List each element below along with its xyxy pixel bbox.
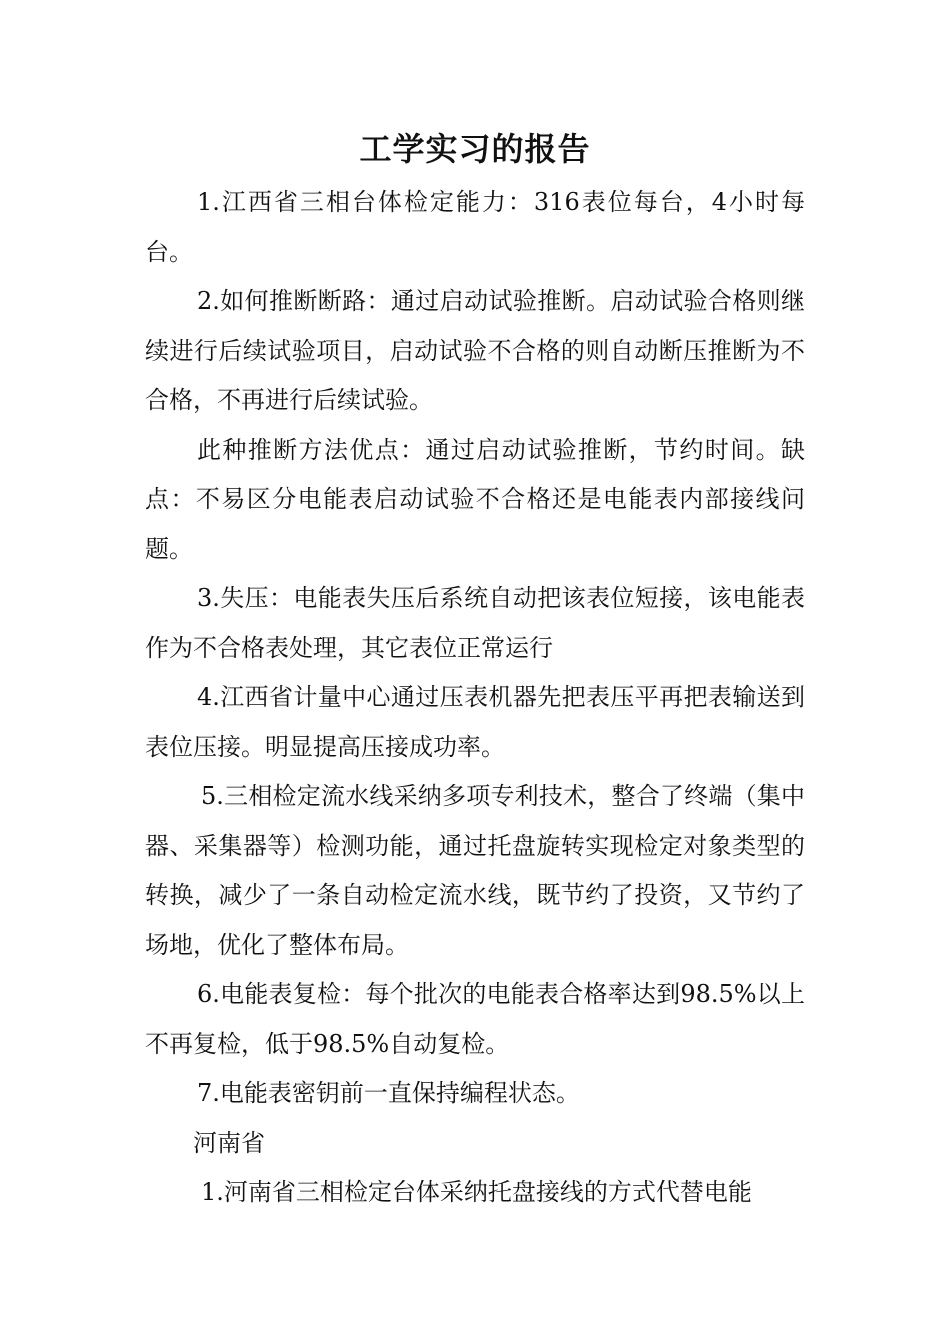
section-heading-henan: 河南省 bbox=[193, 1128, 265, 1157]
paragraph-8: 7.电能表密钥前一直保持编程状态。 bbox=[197, 1079, 580, 1107]
paragraph-3: 此种推断方法优点：通过启动试验推断，节约时间。缺点：不易区分电能表启动试验不合格还是电能表内部接线问题。 bbox=[145, 435, 805, 563]
paragraph-1: 1.江西省三相台体检定能力：316表位每台，4小时每台。 bbox=[145, 188, 805, 266]
paragraph-4: 3.失压：电能表失压后系统自动把该表位短接，该电能表作为不合格表处理，其它表位正常运行 bbox=[145, 584, 805, 662]
paragraph-10: 1.河南省三相检定台体采纳托盘接线的方式代替电能 bbox=[201, 1178, 752, 1206]
paragraph-7: 6.电能表复检：每个批次的电能表合格率达到98.5%以上不再复检，低于98.5%自动复检。 bbox=[145, 980, 805, 1058]
document-title: 工学实习的报告 bbox=[359, 130, 591, 168]
paragraph-2: 2.如何推断断路：通过启动试验推断。启动试验合格则继续进行后续试验项目，启动试验不合格的则自动断压推断为不合格，不再进行后续试验。 bbox=[145, 287, 805, 414]
paragraph-6: 5.三相检定流水线采纳多项专利技术，整合了终端（集中器、采集器等）检测功能，通过托盘旋转实现检定对象类型的转换，减少了一条自动检定流水线，既节约了投资，又节约了场地，优化了整体布局。 bbox=[145, 782, 805, 959]
paragraph-5: 4.江西省计量中心通过压表机器先把表压平再把表输送到表位压接。明显提高压接成功率。 bbox=[145, 683, 805, 761]
